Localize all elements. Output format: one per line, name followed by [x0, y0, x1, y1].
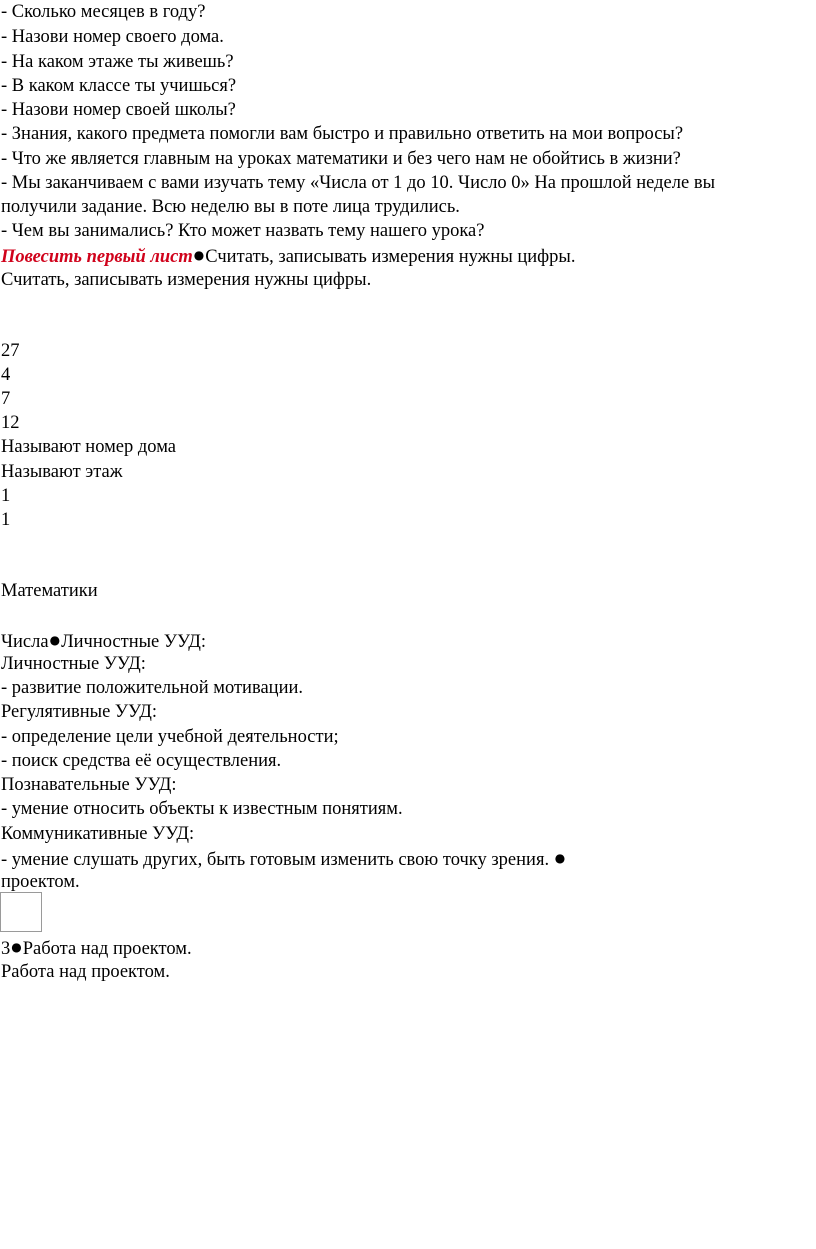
uud-lead-text: Личностные УУД:: [61, 632, 206, 652]
question-line: - Сколько месяцев в году?: [1, 2, 206, 22]
uud-line: Познавательные УУД:: [1, 775, 177, 795]
question-line: - Назови номер своей школы?: [1, 100, 236, 120]
answer-line: 7: [1, 389, 11, 409]
question-line: - На каком этаже ты живешь?: [1, 52, 234, 72]
subject-answer: Математики: [1, 581, 98, 601]
question-line: - Знания, какого предмета помогли вам быстро и правильно ответить на мои вопросы?: [1, 124, 684, 144]
answer-line: Называют номер дома: [1, 437, 176, 457]
uud-line: - определение цели учебной деятельности;: [1, 727, 339, 747]
uud-line: - умение слушать других, быть готовым изменить свою точку зрения.: [1, 850, 550, 870]
empty-box: [0, 892, 42, 932]
bullet-icon: ●: [193, 248, 205, 262]
question-line: - Чем вы занимались? Кто может назвать тему нашего урока?: [1, 221, 485, 241]
uud-line: - поиск средства её осуществления.: [1, 751, 282, 771]
question-line: - Назови номер своего дома.: [1, 27, 224, 47]
bullet-icon: ●: [11, 940, 22, 954]
answer-line: 27: [1, 341, 20, 361]
answer-line: 1: [1, 486, 11, 506]
step-text: Работа над проектом.: [22, 939, 192, 959]
uud-line: - умение относить объекты к известным понятиям.: [1, 799, 403, 819]
question-line: - В каком классе ты учишься?: [1, 76, 237, 96]
uud-line: - развитие положительной мотивации.: [1, 678, 303, 698]
answer-line: 1: [1, 510, 11, 530]
uud-tail: проектом.: [1, 872, 80, 892]
uud-line: Коммуникативные УУД:: [1, 824, 195, 844]
step-repeat: Работа над проектом.: [1, 962, 170, 982]
uud-line-last: [1, 847, 566, 871]
answer-line: 12: [1, 413, 20, 433]
uud-line: Личностные УУД:: [1, 654, 146, 674]
instruction-line: [1, 244, 575, 268]
bullet-icon: ●: [554, 851, 566, 865]
repeat-line: Считать, записывать измерения нужны цифры.: [1, 270, 372, 290]
instruction-label: Повесить первый лист: [1, 247, 193, 267]
bullet-icon: ●: [49, 633, 61, 647]
question-line: - Что же является главным на уроках математики и без чего нам не обойтись в жизни?: [1, 149, 681, 169]
answer-line: 4: [1, 365, 11, 385]
answer-line: Называют этаж: [1, 462, 123, 482]
question-line: - Мы заканчиваем с вами изучать тему «Числа от 1 до 10. Число 0» На прошлой неделе вы: [1, 173, 716, 193]
uud-lead-line: [1, 629, 206, 653]
step-line: [1, 936, 192, 960]
uud-line: Регулятивные УУД:: [1, 702, 157, 722]
uud-lead: Числа: [1, 632, 49, 652]
step-number: 3: [1, 939, 11, 959]
instruction-text: Считать, записывать измерения нужны цифры.: [205, 247, 576, 267]
question-line: получили задание. Всю неделю вы в поте лица трудились.: [1, 197, 460, 217]
